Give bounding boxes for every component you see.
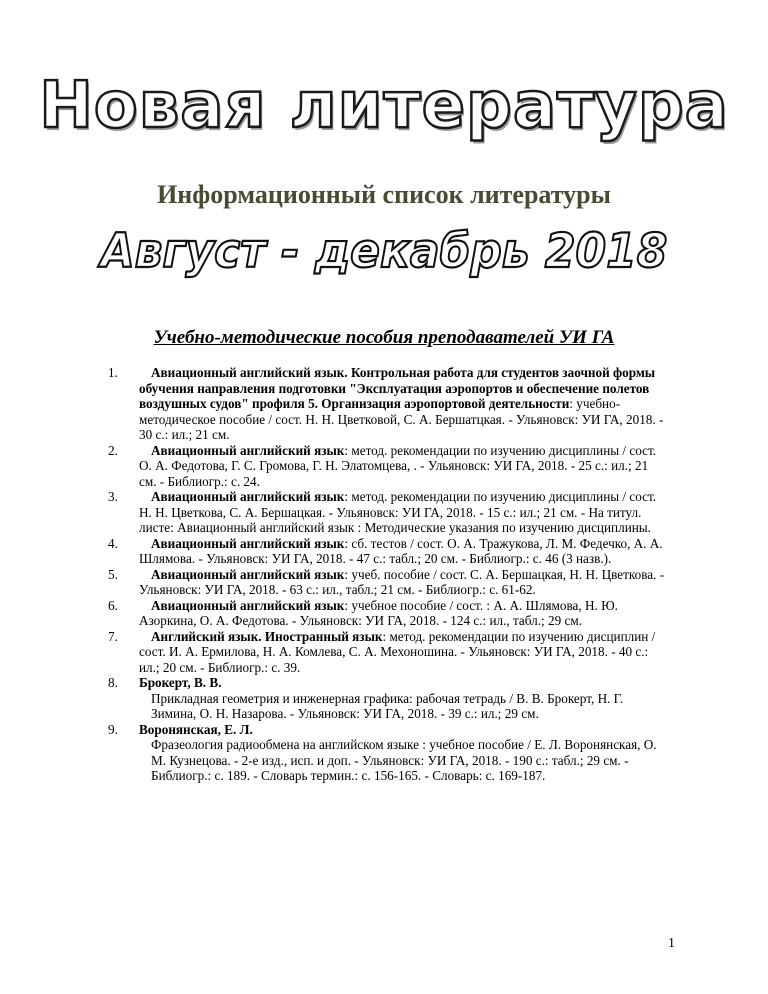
entry-description: : метод. рекомендации по изучению дисциплины / сост. О. А. Федотова, Г. С. Громова, Г. Н. Элатомцева, . - Ульяновск: УИ ГА, 2018. - 25 с.: ил.; 21 см. - Библиогр.: с. 24. xyxy=(139,442,657,489)
entry-description: : сб. тестов / сост. О. А. Тражукова, Л. М. Федечко, А. А. Шлямова. - Ульяновск: УИ ГА, 2018. - 47 с.: табл.; 20 см. - Библиогр.: с. 46 (3 назв.). xyxy=(139,535,663,566)
bibliography-list xyxy=(108,365,668,784)
entry-description: : метод. рекомендации по изучению дисциплин / сост. И. А. Ермилова, Н. А. Комлева, С. А. Мехоношина. - Ульяновск: УИ ГА, 2018. - 40 с.: ил.; 20 см. - Библиогр.: с. 39. xyxy=(139,628,656,675)
entry-title: Авиационный английский язык xyxy=(151,442,345,458)
entry-title: Авиационный английский язык xyxy=(151,597,345,613)
entry-number: 1. xyxy=(108,365,118,380)
entry-description: : учеб. пособие / сост. С. А. Бершацкая, Н. Н. Цветкова. - Ульяновск: УИ ГА, 2018. - 63 с.: ил., табл.; 21 см. - Библиогр.: с. 61-62. xyxy=(139,566,665,597)
entry-number: 6. xyxy=(108,597,118,613)
entry-description: Фразеология радиообмена на английском языке : учебное пособие / Е. Л. Воронянская, О. М. Кузнецова. - 2-е изд., исп. и доп. - Ульяновск: УИ ГА, 2018. - 190 с.: табл.; 29 см. - Библиогр.: с. 189. - Словарь термин.: с. 156-165. - Словарь: с. 169-187. xyxy=(151,737,657,783)
entry-number: 3. xyxy=(108,489,118,504)
entry-description: : учебно-методическое пособие / сост. Н. Н. Цветковой, С. А. Бершатцкая. - Ульяновск: УИ ГА, 2018. - 30 с.: ил.; 21 см. xyxy=(139,396,664,442)
entry-title: Английский язык. Иностранный язык xyxy=(151,628,383,644)
entry-number: 2. xyxy=(108,442,118,458)
entry-description: : учебное пособие / сост. : А. А. Шлямова, Н. Ю. Азоркина, О. А. Федотова. - Ульяновск: УИ ГА, 2018. - 124 с.: ил., табл.; 29 см. xyxy=(139,597,618,628)
list-item xyxy=(108,675,668,722)
list-item xyxy=(108,722,668,784)
entry-number: 8. xyxy=(108,675,118,690)
entry-title: Авиационный английский язык xyxy=(151,489,345,504)
list-item xyxy=(108,567,668,598)
entry-number: 9. xyxy=(108,721,118,737)
list-item xyxy=(108,598,668,629)
entry-title: Авиационный английский язык xyxy=(151,535,345,551)
page-subtitle: Информационный список литературы xyxy=(157,180,611,209)
entry-description: Прикладная геометрия и инженерная графика: рабочая тетрадь / В. В. Брокерт, Н. Г. Зимина, О. Н. Назарова. - Ульяновск: УИ ГА, 2018. - 39 с.: ил.; 29 см. xyxy=(151,690,624,721)
list-item xyxy=(108,443,668,490)
entry-description: : метод. рекомендации по изучению дисциплины / сост. Н. Н. Цветкова, С. А. Бершацкая. - Ульяновск: УИ ГА, 2018. - 15 с.: ил.; 21 см. - На титул. листе: Авиационный английский язык : Методические указания по изучению дисциплины. xyxy=(139,489,657,535)
section-heading: Учебно-методические пособия преподавателей УИ ГА xyxy=(153,327,615,348)
page-number: 1 xyxy=(668,936,675,951)
entry-author: Брокерт, В. В. xyxy=(139,675,222,690)
list-item xyxy=(108,489,668,536)
entry-number: 5. xyxy=(108,566,118,582)
entry-author: Воронянская, Е. Л. xyxy=(139,721,253,737)
entry-title: Авиационный английский язык. Контрольная работа для студентов заочной формы обучения направления подготовки "Эксплуатация аэропортов и обеспечение полетов воздушных судов" профиля 5. Организация аэропортовой деятельности xyxy=(139,365,656,411)
entry-number: 4. xyxy=(108,535,118,551)
entry-title: Авиационный английский язык xyxy=(151,566,345,582)
list-item xyxy=(108,629,668,676)
list-item xyxy=(108,365,668,443)
page-title: Новая литература xyxy=(39,69,729,143)
period-heading: Август - декабрь 2018 xyxy=(100,223,668,279)
entry-number: 7. xyxy=(108,628,118,644)
list-item xyxy=(108,536,668,567)
